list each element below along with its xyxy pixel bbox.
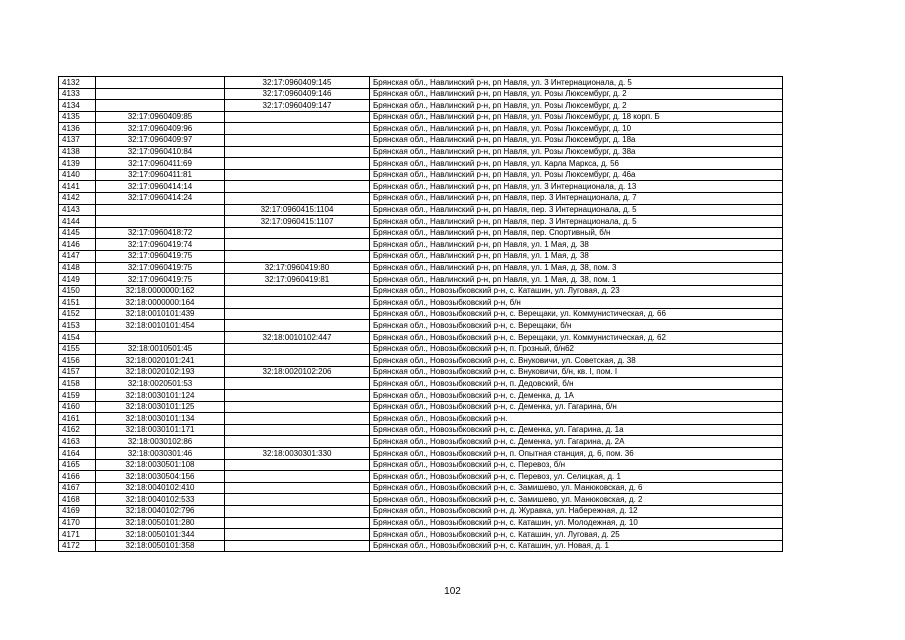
building-cadastral-number-cell: 32:17:0960419:80: [225, 262, 370, 274]
building-cadastral-number-cell: 32:17:0960419:81: [225, 274, 370, 286]
building-cadastral-number-cell: [225, 123, 370, 135]
row-number-cell: 4136: [59, 123, 96, 135]
address-cell: Брянская обл., Новозыбковский р-н, с. Внуковичи, б/н, кв. I, пом. I: [370, 366, 783, 378]
table-row: [59, 540, 783, 552]
table-row: [59, 448, 783, 460]
land-cadastral-number-cell: 32:17:0960419:75: [96, 274, 225, 286]
row-number-cell: 4138: [59, 146, 96, 158]
row-number-cell: 4143: [59, 204, 96, 216]
building-cadastral-number-cell: [225, 158, 370, 170]
table-row: [59, 216, 783, 228]
building-cadastral-number-cell: [225, 424, 370, 436]
row-number-cell: 4160: [59, 401, 96, 413]
row-number-cell: 4140: [59, 169, 96, 181]
building-cadastral-number-cell: [225, 181, 370, 193]
table-row: [59, 146, 783, 158]
land-cadastral-number-cell: [96, 88, 225, 100]
table-row: [59, 366, 783, 378]
row-number-cell: 4172: [59, 540, 96, 552]
address-cell: Брянская обл., Новозыбковский р-н, с. Верещаки, ул. Коммунистическая, д. 62: [370, 332, 783, 344]
land-cadastral-number-cell: 32:17:0960419:74: [96, 239, 225, 251]
land-cadastral-number-cell: 32:18:0030101:125: [96, 401, 225, 413]
address-cell: Брянская обл., Навлинский р-н, рп Навля, ул. 1 Мая, д. 38: [370, 239, 783, 251]
row-number-cell: 4153: [59, 320, 96, 332]
land-cadastral-number-cell: 32:18:0020102:193: [96, 366, 225, 378]
row-number-cell: 4154: [59, 332, 96, 344]
address-cell: Брянская обл., Новозыбковский р-н, с. Деменка, ул. Гагарина, д. 1а: [370, 424, 783, 436]
registry-sheet: [58, 76, 783, 552]
address-cell: Брянская обл., Навлинский р-н, рп Навля, ул. 1 Мая, д. 38, пом. 3: [370, 262, 783, 274]
table-row: [59, 192, 783, 204]
building-cadastral-number-cell: 32:18:0020102:206: [225, 366, 370, 378]
land-cadastral-number-cell: 32:17:0960409:97: [96, 134, 225, 146]
land-cadastral-number-cell: [96, 204, 225, 216]
address-cell: Брянская обл., Навлинский р-н, рп Навля, ул. Розы Люксембург, д. 2: [370, 88, 783, 100]
address-cell: Брянская обл., Навлинский р-н, рп Навля, ул. Розы Люксембург, д. 38а: [370, 146, 783, 158]
land-cadastral-number-cell: [96, 332, 225, 344]
table-row: [59, 505, 783, 517]
land-cadastral-number-cell: 32:17:0960419:75: [96, 262, 225, 274]
building-cadastral-number-cell: [225, 239, 370, 251]
land-cadastral-number-cell: 32:18:0040102:533: [96, 494, 225, 506]
row-number-cell: 4170: [59, 517, 96, 529]
table-row: [59, 169, 783, 181]
address-cell: Брянская обл., Навлинский р-н, рп Навля, пер. Спортивный, б/н: [370, 227, 783, 239]
land-cadastral-number-cell: 32:17:0960419:75: [96, 250, 225, 262]
land-cadastral-number-cell: 32:18:0050101:280: [96, 517, 225, 529]
table-row: [59, 274, 783, 286]
page-number: 102: [444, 586, 461, 597]
land-cadastral-number-cell: 32:18:0030101:124: [96, 390, 225, 402]
building-cadastral-number-cell: [225, 459, 370, 471]
address-cell: Брянская обл., Навлинский р-н, рп Навля, ул. Розы Люксембург, д. 46а: [370, 169, 783, 181]
table-row: [59, 134, 783, 146]
building-cadastral-number-cell: [225, 285, 370, 297]
address-cell: Брянская обл., Навлинский р-н, рп Навля, ул. 3 Интернационала, д. 5: [370, 77, 783, 89]
table-row: [59, 390, 783, 402]
land-cadastral-number-cell: 32:17:0960414:24: [96, 192, 225, 204]
land-cadastral-number-cell: 32:18:0000000:164: [96, 297, 225, 309]
row-number-cell: 4166: [59, 471, 96, 483]
table-row: [59, 320, 783, 332]
table-row: [59, 123, 783, 135]
row-number-cell: 4150: [59, 285, 96, 297]
address-cell: Брянская обл., Навлинский р-н, рп Навля, ул. Розы Люксембург, д. 2: [370, 100, 783, 112]
table-row: [59, 77, 783, 89]
land-cadastral-number-cell: 32:17:0960414:14: [96, 181, 225, 193]
building-cadastral-number-cell: [225, 529, 370, 541]
building-cadastral-number-cell: [225, 436, 370, 448]
address-cell: Брянская обл., Новозыбковский р-н, д. Журавка, ул. Набережная, д. 12: [370, 505, 783, 517]
row-number-cell: 4142: [59, 192, 96, 204]
land-cadastral-number-cell: 32:17:0960409:96: [96, 123, 225, 135]
address-cell: Брянская обл., Новозыбковский р-н, с. Каташин, ул. Луговая, д. 23: [370, 285, 783, 297]
building-cadastral-number-cell: [225, 505, 370, 517]
row-number-cell: 4144: [59, 216, 96, 228]
building-cadastral-number-cell: [225, 134, 370, 146]
row-number-cell: 4152: [59, 308, 96, 320]
address-cell: Брянская обл., Навлинский р-н, рп Навля, ул. Карла Маркса, д. 56: [370, 158, 783, 170]
building-cadastral-number-cell: [225, 343, 370, 355]
building-cadastral-number-cell: [225, 227, 370, 239]
table-row: [59, 413, 783, 425]
table-row: [59, 459, 783, 471]
land-cadastral-number-cell: 32:18:0020501:53: [96, 378, 225, 390]
land-cadastral-number-cell: [96, 100, 225, 112]
row-number-cell: 4167: [59, 482, 96, 494]
land-cadastral-number-cell: 32:18:0030301:46: [96, 448, 225, 460]
address-cell: Брянская обл., Новозыбковский р-н, п. Опытная станция, д. 6, пом. 36: [370, 448, 783, 460]
row-number-cell: 4145: [59, 227, 96, 239]
building-cadastral-number-cell: [225, 401, 370, 413]
row-number-cell: 4163: [59, 436, 96, 448]
table-row: [59, 494, 783, 506]
table-row: [59, 436, 783, 448]
address-cell: Брянская обл., Новозыбковский р-н, п. Дедовский, б/н: [370, 378, 783, 390]
building-cadastral-number-cell: [225, 308, 370, 320]
address-cell: Брянская обл., Навлинский р-н, рп Навля, ул. Розы Люксембург, д. 18а: [370, 134, 783, 146]
address-cell: Брянская обл., Новозыбковский р-н, с. Замишево, ул. Манюковская, д. 2: [370, 494, 783, 506]
land-cadastral-number-cell: 32:18:0050101:358: [96, 540, 225, 552]
land-cadastral-number-cell: 32:18:0000000:162: [96, 285, 225, 297]
row-number-cell: 4139: [59, 158, 96, 170]
land-cadastral-number-cell: 32:18:0010101:439: [96, 308, 225, 320]
table-row: [59, 100, 783, 112]
address-cell: Брянская обл., Новозыбковский р-н, с. Каташин, ул. Луговая, д. 25: [370, 529, 783, 541]
address-cell: Брянская обл., Навлинский р-н, рп Навля, ул. Розы Люксембург, д. 10: [370, 123, 783, 135]
address-cell: Брянская обл., Новозыбковский р-н, с. Верещаки, б/н: [370, 320, 783, 332]
land-cadastral-number-cell: 32:18:0030501:108: [96, 459, 225, 471]
cadastral-registry-table: [58, 76, 783, 552]
table-row: [59, 517, 783, 529]
building-cadastral-number-cell: [225, 378, 370, 390]
land-cadastral-number-cell: 32:18:0030504:156: [96, 471, 225, 483]
address-cell: Брянская обл., Новозыбковский р-н, с. Каташин, ул. Молодежная, д. 10: [370, 517, 783, 529]
building-cadastral-number-cell: [225, 494, 370, 506]
row-number-cell: 4164: [59, 448, 96, 460]
building-cadastral-number-cell: [225, 250, 370, 262]
land-cadastral-number-cell: 32:18:0030102:86: [96, 436, 225, 448]
row-number-cell: 4157: [59, 366, 96, 378]
address-cell: Брянская обл., Новозыбковский р-н.: [370, 413, 783, 425]
land-cadastral-number-cell: 32:18:0040102:410: [96, 482, 225, 494]
row-number-cell: 4168: [59, 494, 96, 506]
row-number-cell: 4155: [59, 343, 96, 355]
address-cell: Брянская обл., Новозыбковский р-н, п. Грозный, б/н62: [370, 343, 783, 355]
table-row: [59, 343, 783, 355]
land-cadastral-number-cell: 32:18:0040102:796: [96, 505, 225, 517]
address-cell: Брянская обл., Новозыбковский р-н, с. Деменка, ул. Гагарина, б/н: [370, 401, 783, 413]
land-cadastral-number-cell: 32:17:0960409:85: [96, 111, 225, 123]
table-row: [59, 158, 783, 170]
row-number-cell: 4151: [59, 297, 96, 309]
table-row: [59, 227, 783, 239]
address-cell: Брянская обл., Навлинский р-н, рп Навля, пер. 3 Интернационала, д. 5: [370, 216, 783, 228]
table-row: [59, 262, 783, 274]
row-number-cell: 4137: [59, 134, 96, 146]
land-cadastral-number-cell: 32:17:0960410:84: [96, 146, 225, 158]
table-row: [59, 239, 783, 251]
building-cadastral-number-cell: [225, 297, 370, 309]
building-cadastral-number-cell: [225, 482, 370, 494]
address-cell: Брянская обл., Новозыбковский р-н, с. Замишево, ул. Манюковская, д. 6: [370, 482, 783, 494]
table-row: [59, 424, 783, 436]
row-number-cell: 4146: [59, 239, 96, 251]
row-number-cell: 4165: [59, 459, 96, 471]
land-cadastral-number-cell: 32:17:0960418:72: [96, 227, 225, 239]
row-number-cell: 4134: [59, 100, 96, 112]
land-cadastral-number-cell: 32:18:0030101:134: [96, 413, 225, 425]
row-number-cell: 4147: [59, 250, 96, 262]
row-number-cell: 4161: [59, 413, 96, 425]
table-row: [59, 401, 783, 413]
land-cadastral-number-cell: 32:18:0050101:344: [96, 529, 225, 541]
address-cell: Брянская обл., Новозыбковский р-н, с. Каташин, ул. Новая, д. 1: [370, 540, 783, 552]
building-cadastral-number-cell: 32:18:0030301:330: [225, 448, 370, 460]
row-number-cell: 4162: [59, 424, 96, 436]
building-cadastral-number-cell: [225, 540, 370, 552]
land-cadastral-number-cell: 32:18:0030101:171: [96, 424, 225, 436]
row-number-cell: 4132: [59, 77, 96, 89]
table-row: [59, 250, 783, 262]
row-number-cell: 4135: [59, 111, 96, 123]
building-cadastral-number-cell: 32:17:0960415:1104: [225, 204, 370, 216]
row-number-cell: 4159: [59, 390, 96, 402]
land-cadastral-number-cell: [96, 77, 225, 89]
address-cell: Брянская обл., Новозыбковский р-н, с. Деменка, ул. Гагарина, д. 2А: [370, 436, 783, 448]
building-cadastral-number-cell: [225, 320, 370, 332]
table-row: [59, 529, 783, 541]
building-cadastral-number-cell: 32:18:0010102:447: [225, 332, 370, 344]
row-number-cell: 4148: [59, 262, 96, 274]
building-cadastral-number-cell: [225, 146, 370, 158]
address-cell: Брянская обл., Навлинский р-н, рп Навля, пер. 3 Интернационала, д. 5: [370, 204, 783, 216]
table-row: [59, 308, 783, 320]
building-cadastral-number-cell: [225, 413, 370, 425]
land-cadastral-number-cell: 32:18:0020101:241: [96, 355, 225, 367]
address-cell: Брянская обл., Навлинский р-н, рп Навля, пер. 3 Интернационала, д. 7: [370, 192, 783, 204]
table-row: [59, 181, 783, 193]
building-cadastral-number-cell: [225, 390, 370, 402]
address-cell: Брянская обл., Новозыбковский р-н, с. Деменка, д. 1А: [370, 390, 783, 402]
table-row: [59, 204, 783, 216]
building-cadastral-number-cell: [225, 192, 370, 204]
row-number-cell: 4149: [59, 274, 96, 286]
building-cadastral-number-cell: [225, 471, 370, 483]
table-row: [59, 355, 783, 367]
table-row: [59, 471, 783, 483]
table-row: [59, 297, 783, 309]
land-cadastral-number-cell: [96, 216, 225, 228]
row-number-cell: 4169: [59, 505, 96, 517]
table-row: [59, 378, 783, 390]
building-cadastral-number-cell: [225, 111, 370, 123]
building-cadastral-number-cell: 32:17:0960409:147: [225, 100, 370, 112]
row-number-cell: 4156: [59, 355, 96, 367]
table-row: [59, 482, 783, 494]
table-row: [59, 88, 783, 100]
address-cell: Брянская обл., Навлинский р-н, рп Навля, ул. 1 Мая, д. 38: [370, 250, 783, 262]
address-cell: Брянская обл., Навлинский р-н, рп Навля, ул. 1 Мая, д. 38, пом. 1: [370, 274, 783, 286]
land-cadastral-number-cell: 32:18:0010501:45: [96, 343, 225, 355]
building-cadastral-number-cell: [225, 517, 370, 529]
table-row: [59, 285, 783, 297]
address-cell: Брянская обл., Навлинский р-н, рп Навля, ул. 3 Интернационала, д. 13: [370, 181, 783, 193]
row-number-cell: 4141: [59, 181, 96, 193]
row-number-cell: 4171: [59, 529, 96, 541]
row-number-cell: 4133: [59, 88, 96, 100]
building-cadastral-number-cell: [225, 169, 370, 181]
table-row: [59, 332, 783, 344]
address-cell: Брянская обл., Новозыбковский р-н, с. Перевоз, б/н: [370, 459, 783, 471]
building-cadastral-number-cell: [225, 355, 370, 367]
registry-table-body: [59, 77, 783, 552]
row-number-cell: 4158: [59, 378, 96, 390]
building-cadastral-number-cell: 32:17:0960409:146: [225, 88, 370, 100]
address-cell: Брянская обл., Навлинский р-н, рп Навля, ул. Розы Люксембург, д. 18 корп. Б: [370, 111, 783, 123]
land-cadastral-number-cell: 32:17:0960411:81: [96, 169, 225, 181]
table-row: [59, 111, 783, 123]
land-cadastral-number-cell: 32:18:0010101:454: [96, 320, 225, 332]
address-cell: Брянская обл., Новозыбковский р-н, б/н: [370, 297, 783, 309]
address-cell: Брянская обл., Новозыбковский р-н, с. Верещаки, ул. Коммунистическая, д. 66: [370, 308, 783, 320]
land-cadastral-number-cell: 32:17:0960411:69: [96, 158, 225, 170]
building-cadastral-number-cell: 32:17:0960415:1107: [225, 216, 370, 228]
building-cadastral-number-cell: 32:17:0960409:145: [225, 77, 370, 89]
address-cell: Брянская обл., Новозыбковский р-н, с. Перевоз, ул. Селицкая, д. 1: [370, 471, 783, 483]
address-cell: Брянская обл., Новозыбковский р-н, с. Внуковичи, ул. Советская, д. 38: [370, 355, 783, 367]
